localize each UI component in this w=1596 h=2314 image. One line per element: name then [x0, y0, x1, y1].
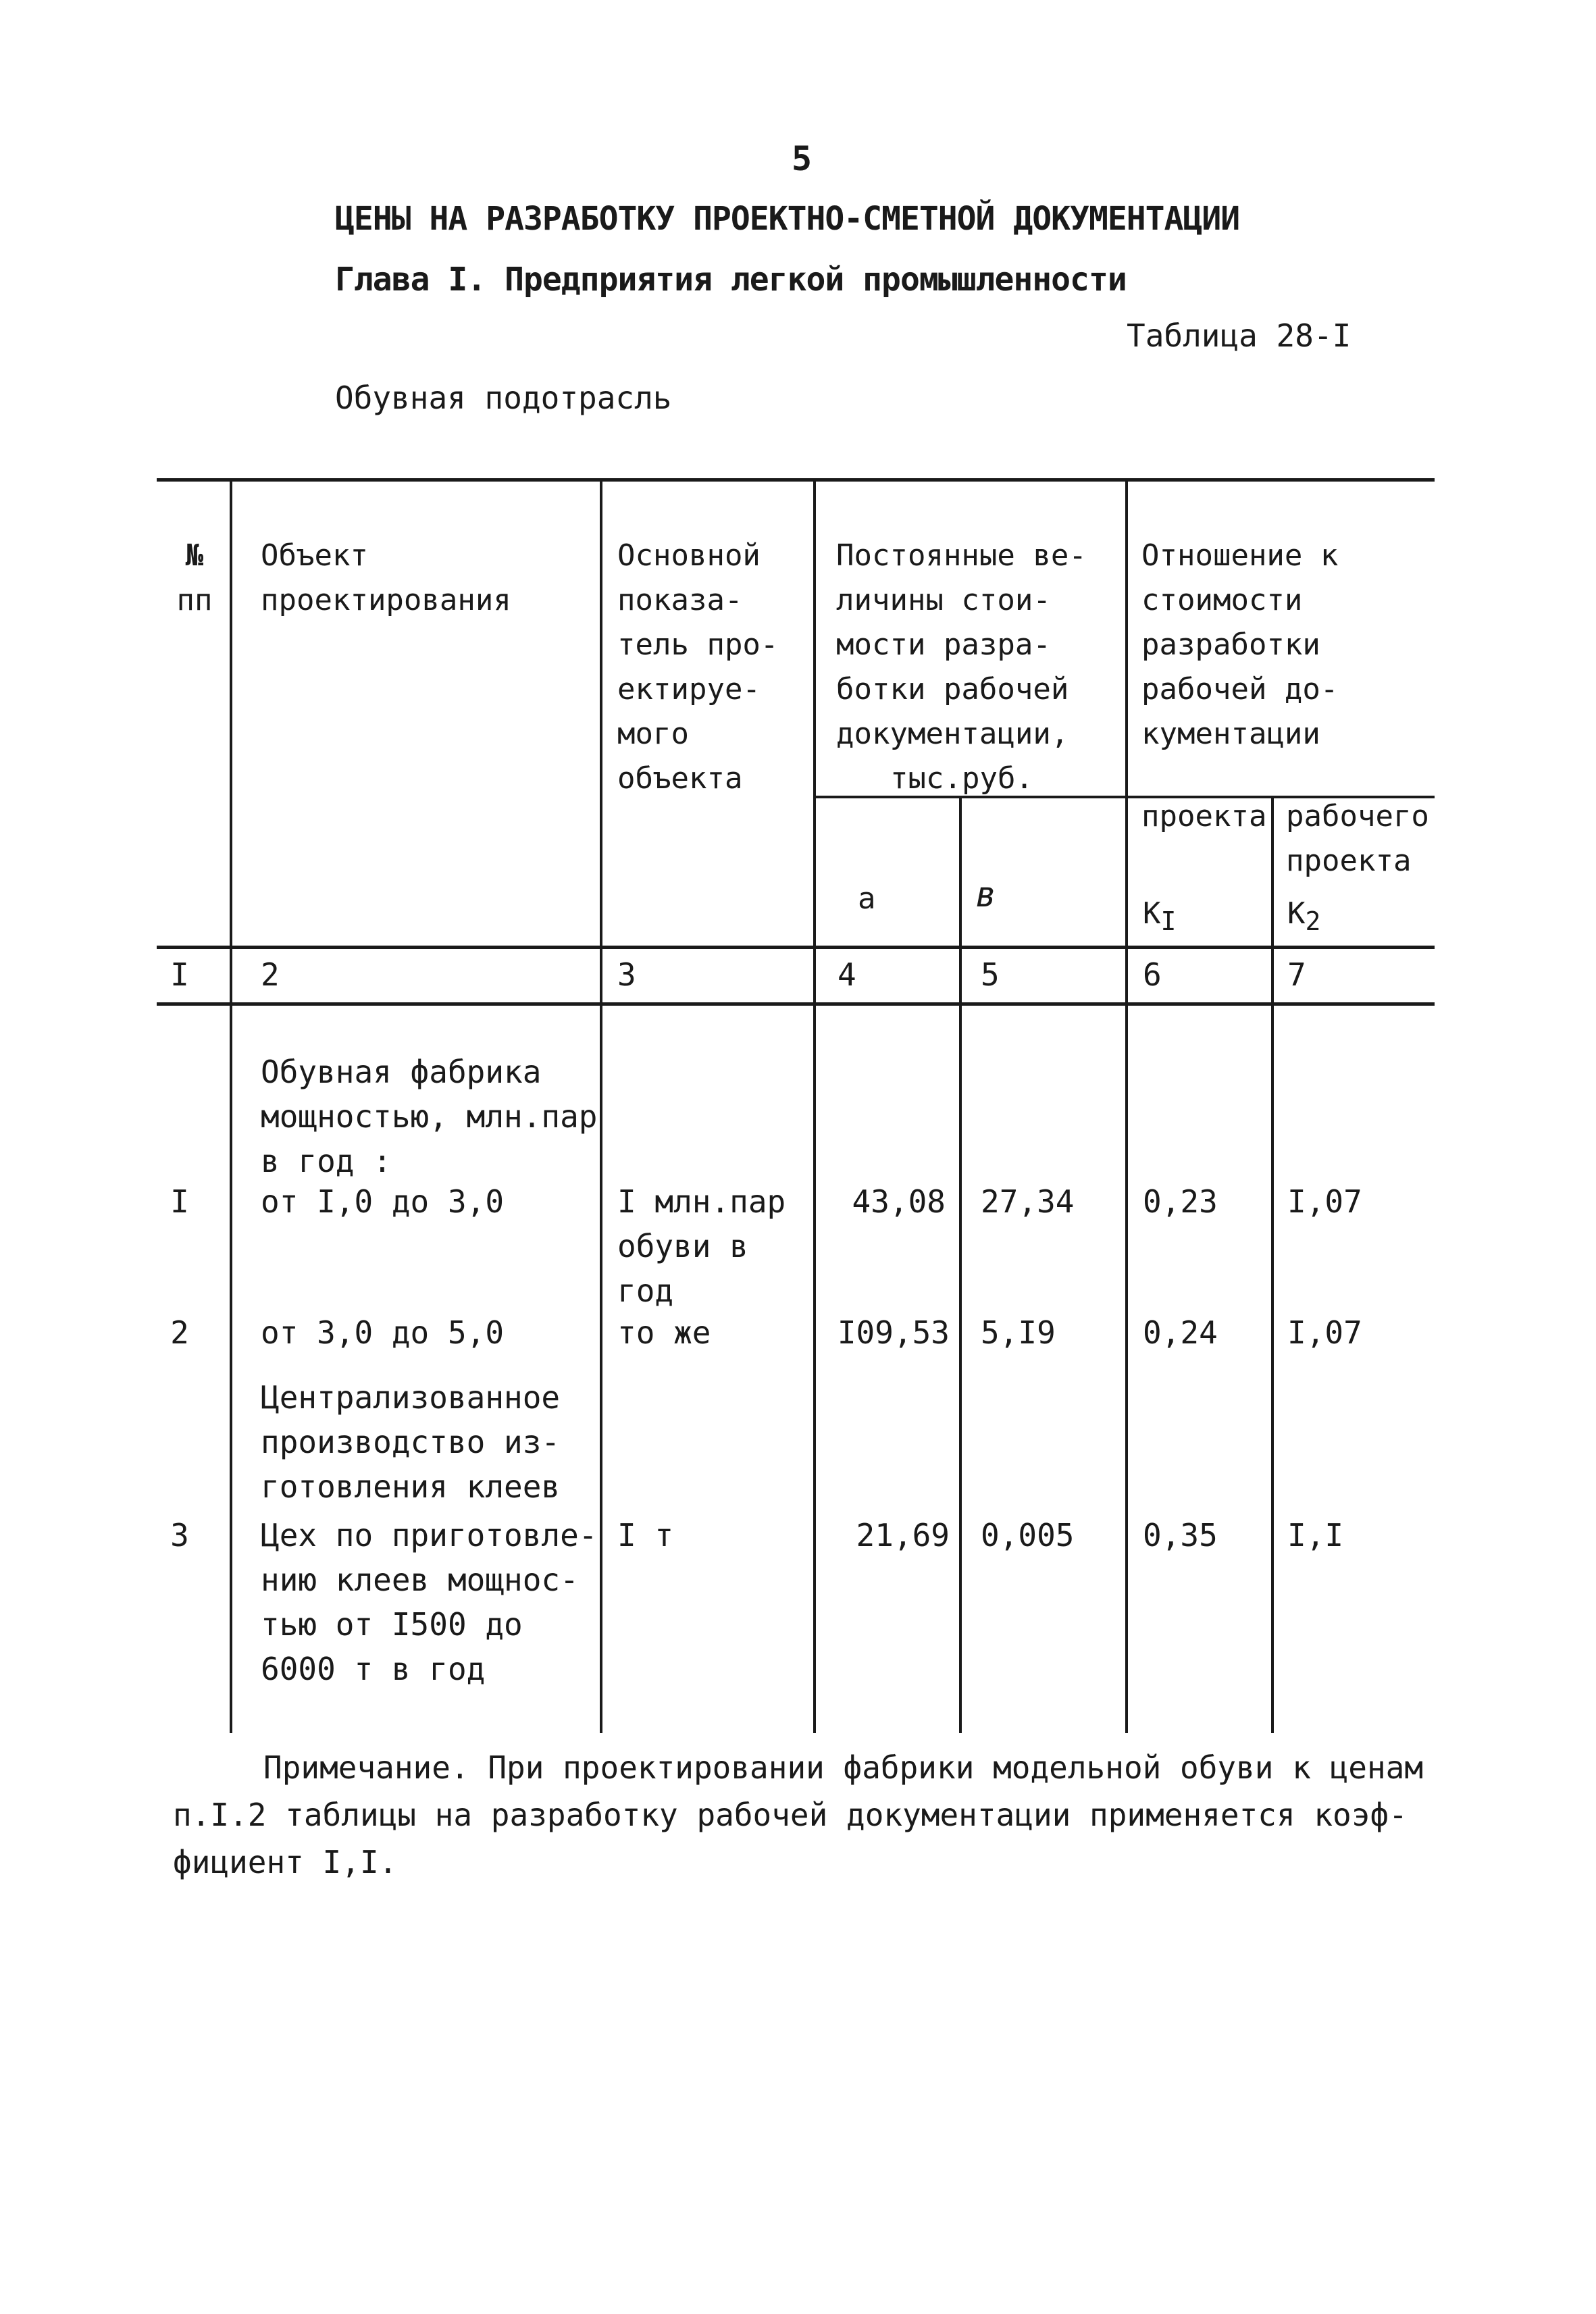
table-col-divider-3	[813, 481, 816, 1733]
row1-a: 43,08	[852, 1183, 946, 1220]
colnum-5: 5	[981, 956, 1000, 993]
group-title: Обувная фабрика мощностью, млн.пар в год :	[261, 1054, 598, 1179]
row3-number: 3	[170, 1517, 189, 1553]
row2-object: от 3,0 до 5,0	[261, 1314, 505, 1351]
note-line-1: Примечание. При проектировании фабрики модельной обуви к ценам	[263, 1749, 1424, 1786]
colnum-1: I	[170, 956, 189, 993]
row1-indicator: I млн.пар обуви в год	[617, 1183, 786, 1309]
header-indicator: Основной показа- тель про- ектируе- мого объекта	[617, 538, 779, 796]
header-a: а	[858, 881, 876, 916]
header-ratio: Отношение к стоимости разработки рабочей до- кументации	[1141, 538, 1339, 751]
row1-number: I	[170, 1183, 189, 1220]
colnum-7: 7	[1287, 956, 1306, 993]
subsector-title: Обувная подотрасль	[335, 380, 672, 416]
document-title: ЦЕНЫ НА РАЗРАБОТКУ ПРОЕКТНО-СМЕТНОЙ ДОКУМЕНТАЦИИ	[335, 200, 1240, 238]
row2-k1: 0,24	[1143, 1314, 1218, 1351]
colnum-4: 4	[838, 956, 856, 993]
colnum-2: 2	[261, 956, 280, 993]
header-k1-top: проекта	[1141, 799, 1267, 833]
colnum-6: 6	[1143, 956, 1162, 993]
row1-k2: I,07	[1287, 1183, 1362, 1220]
header-b: в	[975, 875, 997, 915]
header-number: № пп	[176, 538, 213, 617]
header-object: Объект проектирования	[261, 538, 511, 617]
row3-k2: I,I	[1287, 1517, 1344, 1553]
row3-a: 21,69	[856, 1517, 950, 1553]
table-top-rule	[157, 478, 1435, 482]
row2-k2: I,07	[1287, 1314, 1362, 1351]
row3-k1: 0,35	[1143, 1517, 1218, 1553]
subgroup-title: Централизованное производство из- готовления клеев	[261, 1379, 561, 1505]
chapter-title: Глава I. Предприятия легкой промышленности	[335, 261, 1127, 299]
row3-b: 0,005	[981, 1517, 1075, 1553]
header-k2-top: рабочего проекта	[1286, 799, 1429, 878]
table-col-divider-6	[1271, 797, 1274, 1733]
row1-b: 27,34	[981, 1183, 1075, 1220]
table-col-divider-4	[959, 797, 962, 1733]
row1-k1: 0,23	[1143, 1183, 1218, 1220]
header-k1: $К_I$	[1143, 896, 1177, 936]
row1-object: от I,0 до 3,0	[261, 1183, 505, 1220]
colnum-3: 3	[617, 956, 636, 993]
table-col-divider-5	[1125, 481, 1128, 1733]
row3-object: Цех по приготовле- нию клеев мощнос- тью от I500 до 6000 т в год	[261, 1517, 598, 1687]
table-header-bottom-rule	[157, 946, 1435, 949]
row2-a: I09,53	[837, 1314, 950, 1351]
table-label: Таблица 28-I	[1127, 317, 1352, 354]
page-number: 5	[792, 139, 813, 178]
table-numbering-bottom-rule	[157, 1002, 1435, 1006]
row2-b: 5,I9	[981, 1314, 1056, 1351]
row2-indicator: то же	[617, 1314, 711, 1351]
header-k2: $К_2$	[1287, 896, 1321, 936]
row2-number: 2	[170, 1314, 189, 1351]
table-col-divider-2	[600, 481, 602, 1733]
row3-indicator: I т	[617, 1517, 674, 1553]
note-line-2: п.I.2 таблицы на разработку рабочей документации применяется коэф-	[173, 1797, 1408, 1833]
table-col-divider-1	[230, 481, 232, 1733]
header-constant-values: Постоянные ве- личины стои- мости разра- ботки рабочей документации, тыс.руб.	[836, 538, 1087, 796]
note-line-3: фициент I,I.	[173, 1844, 398, 1880]
